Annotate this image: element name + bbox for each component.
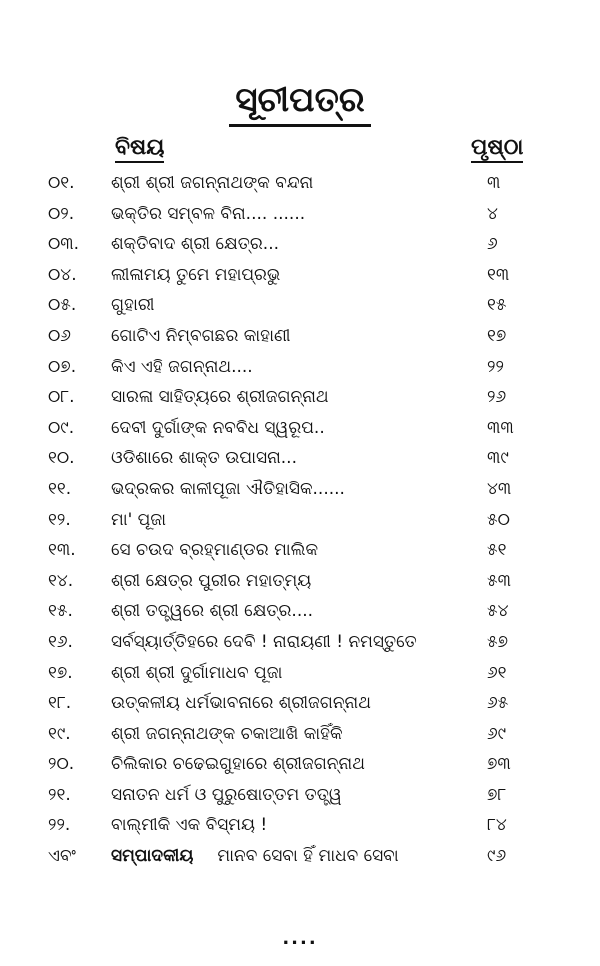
row-title: ଗୁହାରୀ: [111, 295, 155, 316]
row-number: ୧୭.: [48, 662, 73, 683]
row-number: ୧୮.: [48, 693, 72, 714]
row-title: ଲୀଳାମୟ ତୁମେ ମହାପ୍ରଭୁ: [111, 264, 281, 285]
row-page: ୬୧: [487, 662, 507, 683]
row-title: ଶକ୍ତିବାଦ ଶ୍ରୀ କ୍ଷେତ୍ର...: [111, 234, 280, 255]
row-number: ୧୬.: [48, 631, 73, 652]
row-title: ବାଲ୍ମୀକି ଏକ ବିସ୍ମୟ !: [111, 815, 268, 836]
row-page: ୩୯: [487, 448, 509, 469]
row-title: ଚିଲିକାର ଚଢେଇଗୁହାରେ ଶ୍ରୀଜଗନ୍ନାଥ: [111, 754, 365, 775]
contents-row: [0, 168, 600, 199]
row-page: ୪: [487, 203, 498, 224]
contents-row: [0, 443, 600, 474]
row-page: ୨୨: [487, 356, 504, 377]
contents-row: [0, 688, 600, 719]
row-page: ୨୬: [487, 387, 507, 408]
row-title: ଭକ୍ତିର ସମ୍ବଳ ବିନା.... ......: [111, 203, 306, 224]
row-page: ୩୩: [487, 417, 514, 438]
contents-list: [0, 168, 600, 872]
row-page: ୫୪: [487, 601, 509, 622]
contents-row: [0, 352, 600, 383]
row-number: ୧୫.: [48, 601, 73, 622]
editorial-title: ମାନବ ସେବା ହିଁ ମାଧବ ସେବା: [217, 846, 399, 867]
contents-row: [0, 566, 600, 597]
contents-row: [0, 321, 600, 352]
row-page: ୭୩: [487, 754, 511, 775]
contents-row: [0, 199, 600, 230]
row-page: ୫୦: [487, 509, 510, 530]
row-number: ୧୯.: [48, 723, 71, 744]
contents-row: [0, 596, 600, 627]
contents-row: [0, 413, 600, 444]
row-title: ଗୋଟିଏ ନିମ୍ବଗଛର କାହାଣୀ: [111, 325, 291, 346]
footer-dots: ....: [282, 928, 318, 949]
row-title: ଶ୍ରୀ ଶ୍ରୀ ଜଗନ୍ନାଥଙ୍କ ବନ୍ଦନା: [111, 173, 314, 193]
row-page: ୧୫: [487, 295, 507, 316]
page-title: [0, 78, 600, 127]
contents-row: [0, 260, 600, 291]
contents-row: [0, 229, 600, 260]
row-page: ୭୮: [487, 784, 507, 805]
row-number: ୦୯.: [48, 417, 75, 438]
row-page: ୪୩: [487, 478, 512, 499]
row-title: ସନାତନ ଧର୍ମ ଓ ପୁରୁଷୋତ୍ତମ ତତ୍ତ୍ୱ: [111, 784, 342, 805]
row-page: ୫୧: [487, 540, 507, 561]
contents-row: [0, 658, 600, 689]
contents-row: [0, 780, 600, 811]
row-number: ୦୨.: [48, 203, 75, 224]
row-number: ୦୭.: [48, 356, 77, 377]
row-number: ୦୪.: [48, 264, 77, 285]
row-title: ଭଦ୍ରକର କାଳୀପୂଜା ଐତିହାସିକ......: [111, 478, 345, 499]
row-number: ୧୪.: [48, 570, 74, 591]
row-page: ୬୫: [487, 693, 509, 714]
row-page: ୬: [487, 234, 498, 255]
row-title: ଶ୍ରୀ ଜଗନ୍ନାଥଙ୍କ ଚକାଆଖି କାହିଁକି: [111, 723, 343, 744]
row-number: ୦୩.: [48, 234, 80, 255]
row-number: ୨୨.: [48, 815, 71, 836]
contents-row: [0, 719, 600, 750]
row-title: ଶ୍ରୀ ତତ୍ତ୍ୱରେ ଶ୍ରୀ କ୍ଷେତ୍ର....: [111, 601, 314, 622]
contents-row: [0, 290, 600, 321]
row-number: ୦୧.: [48, 173, 75, 193]
contents-row: [0, 535, 600, 566]
row-number: ୧୨.: [48, 509, 71, 530]
row-page: ୫୭: [487, 631, 509, 652]
row-page: ୫୩: [487, 570, 511, 591]
row-page: ୯୬: [487, 846, 507, 867]
row-number: ୧୧.: [48, 478, 72, 499]
row-page: ୧୭: [487, 325, 507, 346]
row-title: କିଏ ଏହି ଜଗନ୍ନାଥ....: [111, 356, 253, 377]
contents-row: [0, 474, 600, 505]
row-title: ଦେବୀ ଦୁର୍ଗାଙ୍କ ନବବିଧ ସ୍ୱରୂପ..: [111, 417, 325, 438]
contents-row: [0, 810, 600, 841]
contents-row-editorial: [0, 841, 600, 872]
row-number: ୦୬: [48, 325, 71, 346]
row-title: ସର୍ବସ୍ୟାର୍ତ୍ତିହରେ ଦେବି ! ନାରାୟଣୀ ! ନମସ୍ତୁତେ: [111, 631, 417, 652]
row-title: ସାରଳା ସାହିତ୍ୟରେ ଶ୍ରୀଜଗନ୍ନାଥ: [111, 387, 329, 408]
row-number: ୧୩.: [48, 540, 76, 561]
contents-row: [0, 627, 600, 658]
row-number: ୨୧.: [48, 784, 71, 805]
contents-row: [0, 749, 600, 780]
editorial-label: ସମ୍ପାଦକୀୟ: [111, 846, 194, 867]
row-number: ୧୦.: [48, 448, 75, 469]
row-title: ଶ୍ରୀ କ୍ଷେତ୍ର ପୁରୀର ମହାତ୍ମ୍ୟ: [111, 570, 312, 591]
row-title: [111, 841, 399, 872]
subject-header-text: ବିଷୟ: [115, 135, 164, 163]
row-number: ୨୦.: [48, 754, 75, 775]
row-title: ଓଡିଶାରେ ଶାକ୍ତ ଉପାସନା...: [111, 448, 297, 469]
page-title-text: ସୂଚୀପତ୍ର: [229, 78, 370, 127]
contents-row: [0, 505, 600, 536]
row-number: ୦୮.: [48, 387, 75, 408]
row-page: ୮୪: [487, 815, 507, 836]
row-title: ସେ ଚଉଦ ବ୍ରହ୍ମାଣ୍ଡର ମାଲିକ: [111, 540, 319, 561]
row-page: ୬୯: [487, 723, 507, 744]
contents-row: [0, 382, 600, 413]
row-title: ଉତ୍କଳୀୟ ଧର୍ମଭାବନାରେ ଶ୍ରୀଜଗନ୍ନାଥ: [111, 693, 371, 714]
page-column-header: [471, 133, 523, 163]
subject-column-header: [115, 133, 164, 163]
row-number: ଏବଂ: [48, 846, 76, 867]
page-header-text: ପୃଷ୍ଠା: [471, 135, 523, 163]
row-page: ୩: [487, 173, 501, 193]
row-title: ମା' ପୂଜା: [111, 509, 167, 530]
row-title: ଶ୍ରୀ ଶ୍ରୀ ଦୁର୍ଗାମାଧବ ପୂଜା: [111, 662, 283, 683]
row-number: ୦୫.: [48, 295, 77, 316]
row-page: ୧୩: [487, 264, 510, 285]
